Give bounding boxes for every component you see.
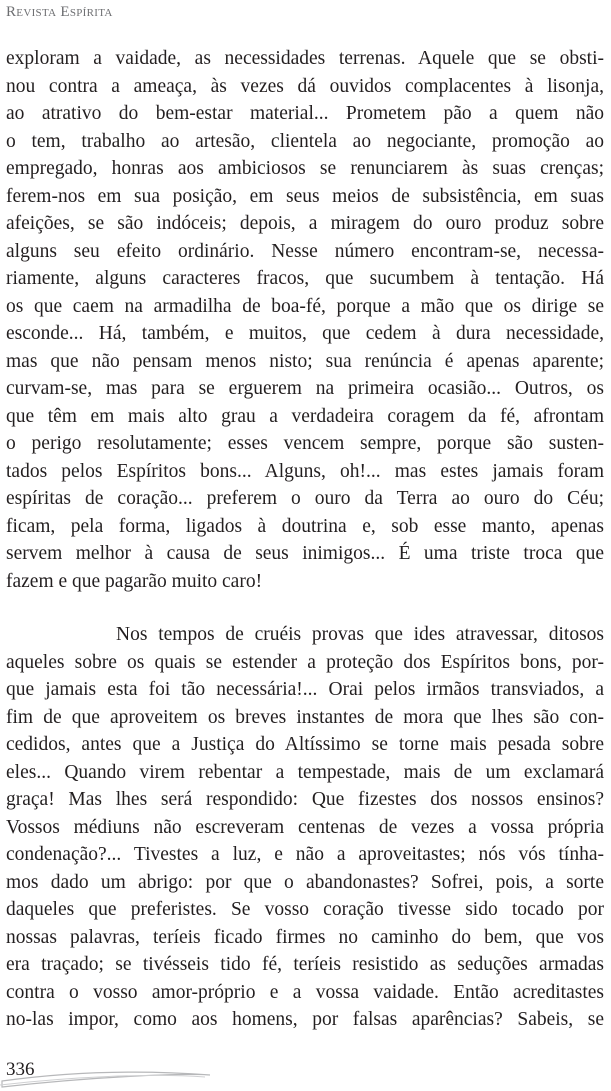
text-line: ferem-nos em sua posição, em seus meios de subsistência, em suas <box>6 185 604 207</box>
text-line: no-las impor, como aos homens, por falsas aparências? Sabeis, se <box>6 1009 604 1030</box>
text-line: daqueles que preferistes. Se vosso coração tivesse sido tocado por <box>6 899 604 920</box>
text-line: mos dado um abrigo: por que o abandonastes? Sofrei, pois, a sorte <box>6 871 604 893</box>
text-line: fazem e que pagarão muito caro! <box>6 570 263 592</box>
body-text <box>6 45 604 1034</box>
text-line: o tem, trabalho ao artesão, clientela ao negociante, promoção ao <box>6 130 604 152</box>
text-line: Nos tempos de cruéis provas que ides atravessar, ditosos <box>116 624 604 645</box>
page-number: 336 <box>6 1059 35 1080</box>
text-line: contra o vosso amor-próprio e a vossa vaidade. Então acreditastes <box>6 981 604 1003</box>
text-line: mas que não pensam menos nisto; sua renúncia é apenas aparente; <box>6 350 604 372</box>
text-line: nou contra a ameaça, às vezes dá ouvidos complacentes à lisonja, <box>6 75 604 97</box>
text-line: Vossos médiuns não escreveram centenas de vezes a vossa própria <box>6 816 604 838</box>
text-line: aqueles sobre os quais se estender a proteção dos Espíritos bons, por- <box>6 651 604 673</box>
text-line: espíritas de coração... preferem o ouro da Terra ao ouro do Céu; <box>6 488 604 509</box>
running-title: Revista Espírita <box>6 4 113 20</box>
text-line: graça! Mas lhes será respondido: Que fizestes dos nossos ensinos? <box>6 789 604 810</box>
text-line: nossas palavras, teríeis ficado firmes no caminho do bem, que vos <box>6 926 604 948</box>
text-line: fim de que aproveitem os breves instantes de mora que lhes são con- <box>6 706 604 728</box>
text-line: o perigo resolutamente; esses vencem sempre, porque são susten- <box>6 433 604 454</box>
paragraph-gap <box>6 595 604 621</box>
text-line: que têm em mais alto grau a verdadeira coragem da fé, afrontam <box>6 405 604 427</box>
text-line: os que caem na armadilha de boa-fé, porque a mão que os dirige se <box>6 295 604 317</box>
text-line: cedidos, antes que a Justiça do Altíssimo se torne mais pesada sobre <box>6 734 604 755</box>
paragraph-1 <box>6 45 604 595</box>
text-line: ficam, pela forma, ligados à doutrina e, sob esse manto, apenas <box>6 515 604 537</box>
text-line: tados pelos Espíritos bons... Alguns, oh!... mas estes jamais foram <box>6 460 604 482</box>
text-line: condenação?... Tivestes a luz, e não a aproveitastes; nós vós tínha- <box>6 844 604 865</box>
text-line: curvam-se, mas para se erguerem na primeira ocasião... Outros, os <box>6 378 604 399</box>
text-line: alguns seu efeito ordinário. Nesse número encontram-se, necessa- <box>6 240 604 262</box>
text-line: servem melhor à causa de seus inimigos... É uma triste troca que <box>6 543 604 564</box>
text-line: eles... Quando virem rebentar a tempestade, mais de um exclamará <box>6 761 604 783</box>
text-line: era traçado; se tivésseis tido fé, teríeis resistido as seduções armadas <box>6 954 604 975</box>
paragraph-2 <box>6 621 604 1034</box>
text-line: exploram a vaidade, as necessidades terrenas. Aquele que se obsti- <box>6 48 604 69</box>
text-line: esconde... Há, também, e muitos, que cedem à dura necessidade, <box>6 323 604 344</box>
text-line: riamente, alguns caracteres fracos, que sucumbem à tentação. Há <box>6 268 604 289</box>
text-line: que jamais esta foi tão necessária!... Orai pelos irmãos transviados, a <box>6 679 604 700</box>
text-line: empregado, honras aos ambiciosos se renunciarem às suas crenças; <box>6 158 604 179</box>
decorative-swoosh <box>0 1051 260 1091</box>
text-line: ao atrativo do bem-estar material... Prometem pão a quem não <box>6 103 604 124</box>
text-line: afeições, se são indóceis; depois, a miragem do ouro produz sobre <box>6 213 604 234</box>
page-footer <box>0 1051 611 1091</box>
